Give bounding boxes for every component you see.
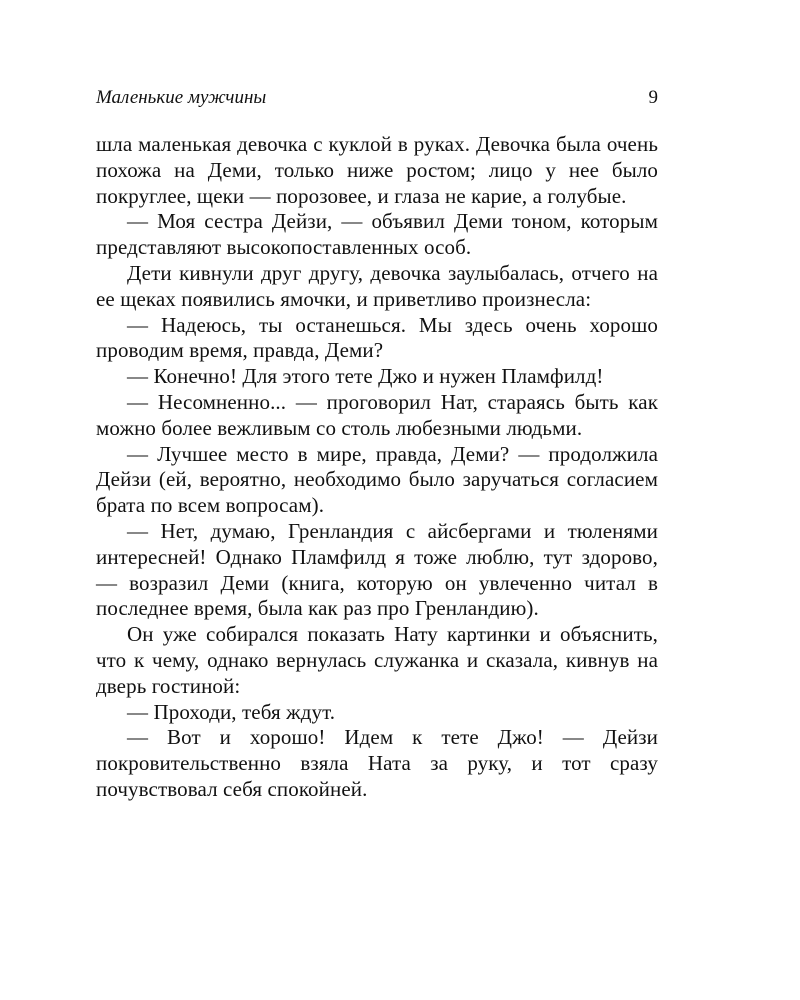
paragraph: Он уже собирался показать Нату картинки и объяснить, что к чему, однако вернулась служанка и сказала, кивнув на дверь гостиной: <box>96 622 658 698</box>
running-title: Маленькие мужчины <box>96 87 267 108</box>
paragraph: шла маленькая девочка с куклой в руках. Девочка была очень похожа на Деми, только ниже ростом; лицо у нее было покруглее, щеки — порозовее, и глаза не карие, а голубые. <box>96 132 658 208</box>
running-head <box>96 86 658 112</box>
paragraph: — Конечно! Для этого тете Джо и нужен Пламфилд! <box>127 364 604 389</box>
paragraph: — Проходи, тебя ждут. <box>127 699 336 724</box>
paragraph: — Несомненно... — проговорил Нат, стараясь быть как можно более вежливым со столь любезными людьми. <box>96 389 658 440</box>
paragraph: — Нет, думаю, Гренландия с айсбергами и тюленями интересней! Однако Пламфилд я тоже люблю, тут здорово, — возразил Деми (книга, которую он увлеченно читал в последнее время, была как раз про Гренландию). <box>96 518 658 621</box>
page-number: 9 <box>648 87 658 108</box>
paragraph: — Моя сестра Дейзи, — объявил Деми тоном, которым представляют высокопоставленных особ. <box>96 209 658 260</box>
paragraph: — Надеюсь, ты останешься. Мы здесь очень хорошо проводим время, правда, Деми? <box>96 312 658 363</box>
paragraph: — Лучшее место в мире, правда, Деми? — продолжила Дейзи (ей, вероятно, необходимо было заручаться согласием брата по всем вопросам). <box>96 441 658 518</box>
paragraph: — Вот и хорошо! Идем к тете Джо! — Дейзи покровительственно взяла Ната за руку, и тот сразу почувствовал себя спокойней. <box>96 725 658 801</box>
paragraph: Дети кивнули друг другу, девочка заулыбалась, отчего на ее щеках появились ямочки, и приветливо произнесла: <box>96 260 658 311</box>
body-text <box>96 132 658 803</box>
